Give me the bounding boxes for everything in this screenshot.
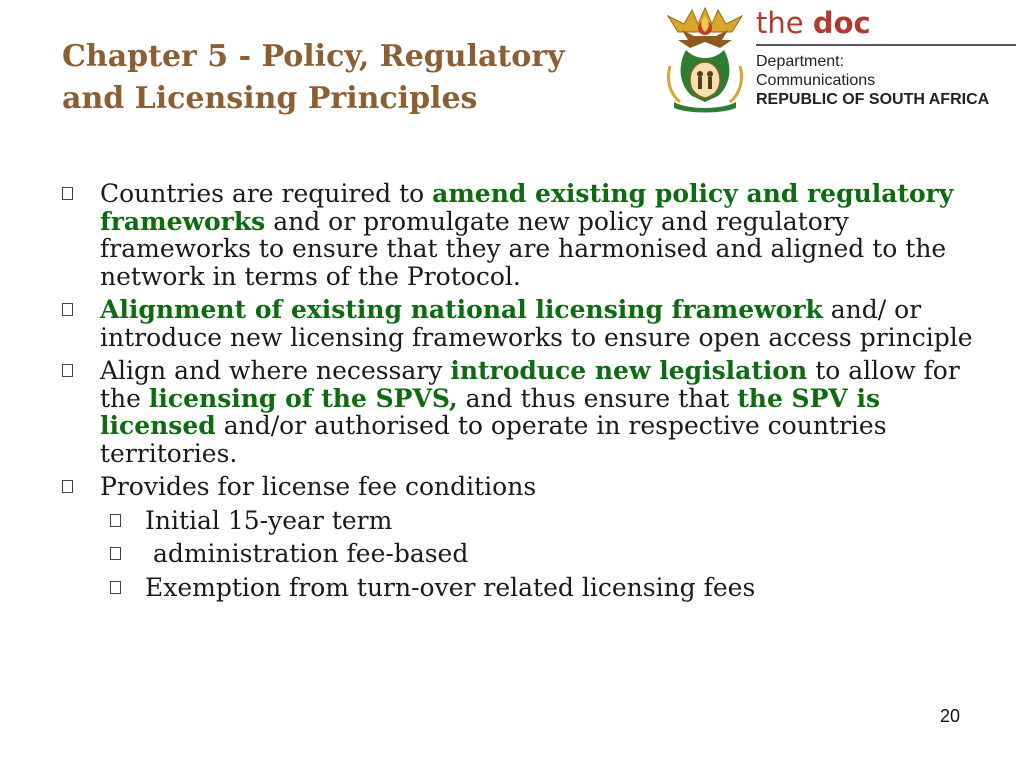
bullet-item [60,180,980,290]
sub-bullet-text: Initial 15-year term [145,505,393,535]
slide-title [62,36,622,120]
sub-bullet-item [60,574,980,602]
bullet-box-icon [62,303,73,316]
sub-bullet-item [60,507,980,535]
brand-divider [756,44,1016,46]
bullet-text: Align and where necessary [100,356,451,385]
bullet-text: Countries are required to [100,179,433,208]
bullet-box-icon [110,514,121,527]
bullet-highlight: amend existing policy and regulatory frameworks [100,179,954,236]
brand-block [756,6,1016,109]
bullet-box-icon [110,581,121,594]
bullet-text: and/ or introduce new licensing frameworks to ensure open access principle [100,295,973,352]
sub-bullet-text: administration fee-based [145,539,469,568]
page-number: 20 [940,706,961,726]
bullet-text: and thus ensure that [457,383,738,413]
department-label: Department: [756,53,845,70]
bullet-item [60,473,980,501]
brand-prefix: the [756,6,813,40]
bullet-item [60,357,980,467]
bullet-highlight: the SPV is licensed [100,383,881,440]
bullet-text: to allow for the [100,356,960,413]
bullet-item [60,296,980,351]
sub-bullet-text: Exemption from turn-over related licensing fees [145,572,756,602]
bullet-text: and or promulgate new policy and regulatory frameworks to ensure that they are harmonised and aligned to the network in terms of the Protocol. [100,206,947,291]
coat-of-arms-icon [664,6,746,114]
bullet-box-icon [62,364,73,377]
bullet-highlight: licensing of the SPVS, [148,383,458,413]
title-line-1: Chapter 5 - Policy, Regulatory [62,39,565,74]
sub-bullet-item [60,540,980,568]
bullet-box-icon [62,187,73,200]
bullet-highlight: introduce new legislation [450,356,808,385]
bullet-box-icon [110,547,121,560]
bullet-box-icon [62,480,73,493]
bullet-list [60,180,980,607]
department-unit: Communications [756,72,876,89]
bullet-highlight: Alignment of existing national licensing framework [100,295,823,324]
bullet-text: and/or authorised to operate in respective countries territories. [100,411,887,468]
country-name: REPUBLIC OF SOUTH AFRICA [756,91,990,108]
department-logo [664,6,1016,116]
brand-name [756,6,1016,40]
bullet-text: Provides for license fee conditions [100,472,537,501]
title-line-2: and Licensing Principles [62,81,478,116]
brand-doc: doc [812,6,871,40]
